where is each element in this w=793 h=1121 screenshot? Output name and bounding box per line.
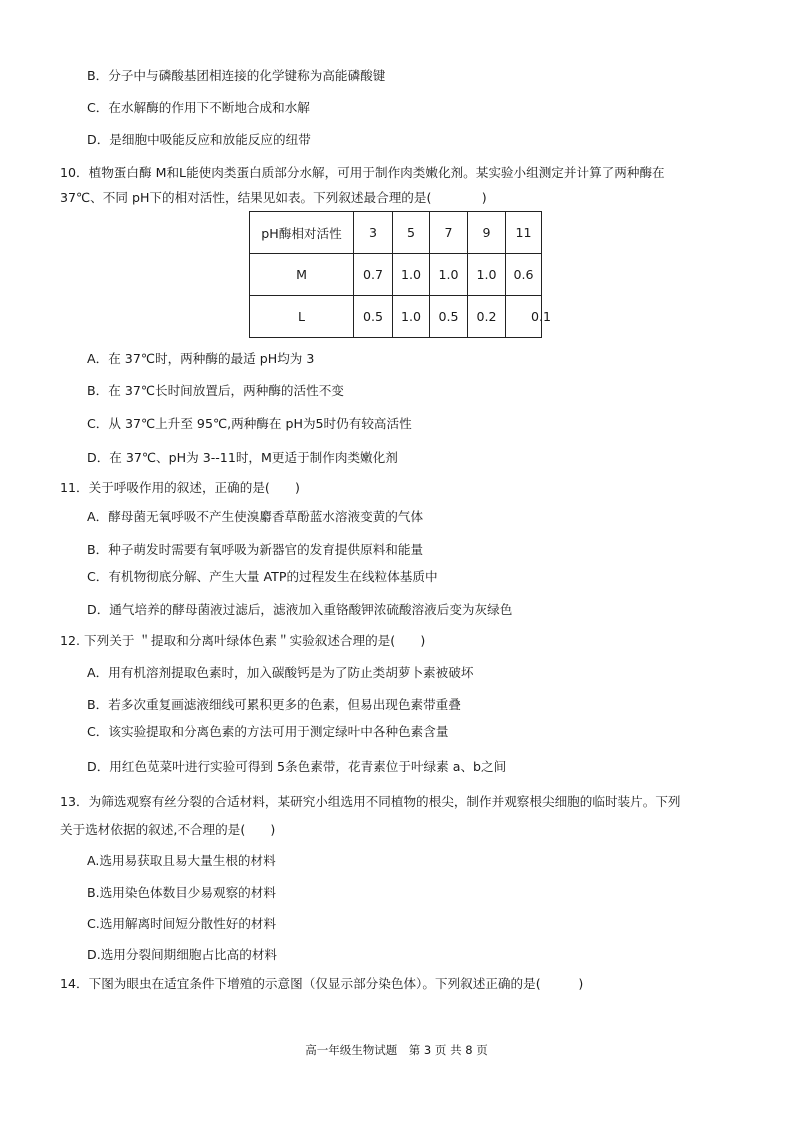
table-cell: 0.6 <box>506 254 542 296</box>
q10-option-d: D．在 37℃、pH为 3--11时，M更适于制作肉类嫩化剂 <box>87 450 398 465</box>
table-cell: L <box>250 296 354 338</box>
table-row <box>250 296 542 338</box>
q12-option-b: B．若多次重复画滤液细线可累积更多的色素，但易出现色素带重叠 <box>87 697 461 712</box>
table-header-row <box>250 212 542 254</box>
table-cell: 0.5 <box>430 296 468 338</box>
q10-activity-table <box>249 211 551 338</box>
table-cell: 1.0 <box>393 254 430 296</box>
q13-option-d: D.选用分裂间期细胞占比高的材料 <box>87 947 278 962</box>
table-cell: 1.0 <box>468 254 506 296</box>
q11-stem: 11．关于呼吸作用的叙述，正确的是( ) <box>60 480 300 495</box>
table-cell: 1.0 <box>393 296 430 338</box>
table-header-cell: 11 <box>506 212 542 254</box>
table-header-cell: 3 <box>354 212 393 254</box>
q9-option-b: B．分子中与磷酸基团相连接的化学键称为高能磷酸键 <box>87 68 386 83</box>
q11-option-d: D．通气培养的酵母菌液过滤后，滤液加入重铬酸钾浓硫酸溶液后变为灰绿色 <box>87 602 513 617</box>
q14-stem: 14．下图为眼虫在适宜条件下增殖的示意图（仅显示部分染色体）。下列叙述正确的是( ) <box>60 976 584 991</box>
q11-option-a: A．酵母菌无氧呼吸不产生使溴麝香草酚蓝水溶液变黄的气体 <box>87 509 424 524</box>
q12-option-d: D．用红色苋菜叶进行实验可得到 5条色素带，花青素位于叶绿素 a、b之间 <box>87 759 507 774</box>
q12-option-c: C．该实验提取和分离色素的方法可用于测定绿叶中各种色素含量 <box>87 724 449 739</box>
table-header-cell: 7 <box>430 212 468 254</box>
table-cell: 0.2 <box>468 296 506 338</box>
q13-option-c: C.选用解离时间短分散性好的材料 <box>87 916 277 931</box>
q12-stem: 12. 下列关于 ＂提取和分离叶绿体色素＂实验叙述合理的是( ) <box>60 633 426 648</box>
q10-option-c: C．从 37℃上升至 95℃,两种酶在 pH为5时仍有较高活性 <box>87 416 412 431</box>
table-cell: 1.0 <box>430 254 468 296</box>
q12-option-a: A．用有机溶剂提取色素时，加入碳酸钙是为了防止类胡萝卜素被破坏 <box>87 665 474 680</box>
q13-option-b: B.选用染色体数目少易观察的材料 <box>87 885 276 900</box>
q10-stem-line1: 10．植物蛋白酶 M和L能使肉类蛋白质部分水解，可用于制作肉类嫩化剂。某实验小组测定并计算了两种酶在 <box>60 165 665 180</box>
q13-stem-line1: 13．为筛选观察有丝分裂的合适材料，某研究小组选用不同植物的根尖，制作并观察根尖细胞的临时装片。下列 <box>60 794 681 809</box>
table-header-cell: pH酶相对活性 <box>250 212 354 254</box>
q10-stem-line2: 37℃、不同 pH下的相对活性，结果见如表。下列叙述最合理的是( ) <box>60 190 487 205</box>
q9-option-d: D．是细胞中吸能反应和放能反应的纽带 <box>87 132 311 147</box>
table-cell: 0.5 <box>354 296 393 338</box>
q10-option-b: B．在 37℃长时间放置后，两种酶的活性不变 <box>87 383 344 398</box>
table-cell <box>506 296 551 338</box>
table-cell-text: 0.1 <box>530 309 551 324</box>
q13-stem-line2: 关于选材依据的叙述,不合理的是( ) <box>60 822 276 837</box>
q11-option-b: B．种子萌发时需要有氧呼吸为新器官的发育提供原料和能量 <box>87 542 424 557</box>
table-row <box>250 254 542 296</box>
table-header-cell: 5 <box>393 212 430 254</box>
q10-option-a: A．在 37℃时，两种酶的最适 pH均为 3 <box>87 351 315 366</box>
table-cell: 0.7 <box>354 254 393 296</box>
table-cell: M <box>250 254 354 296</box>
q11-option-c: C．有机物彻底分解、产生大量 ATP的过程发生在线粒体基质中 <box>87 569 438 584</box>
table-header-cell: 9 <box>468 212 506 254</box>
page-footer: 高一年级生物试题 第 3 页 共 8 页 <box>305 1043 488 1057</box>
q9-option-c: C．在水解酶的作用下不断地合成和水解 <box>87 100 310 115</box>
q13-option-a: A.选用易获取且易大量生根的材料 <box>87 853 276 868</box>
